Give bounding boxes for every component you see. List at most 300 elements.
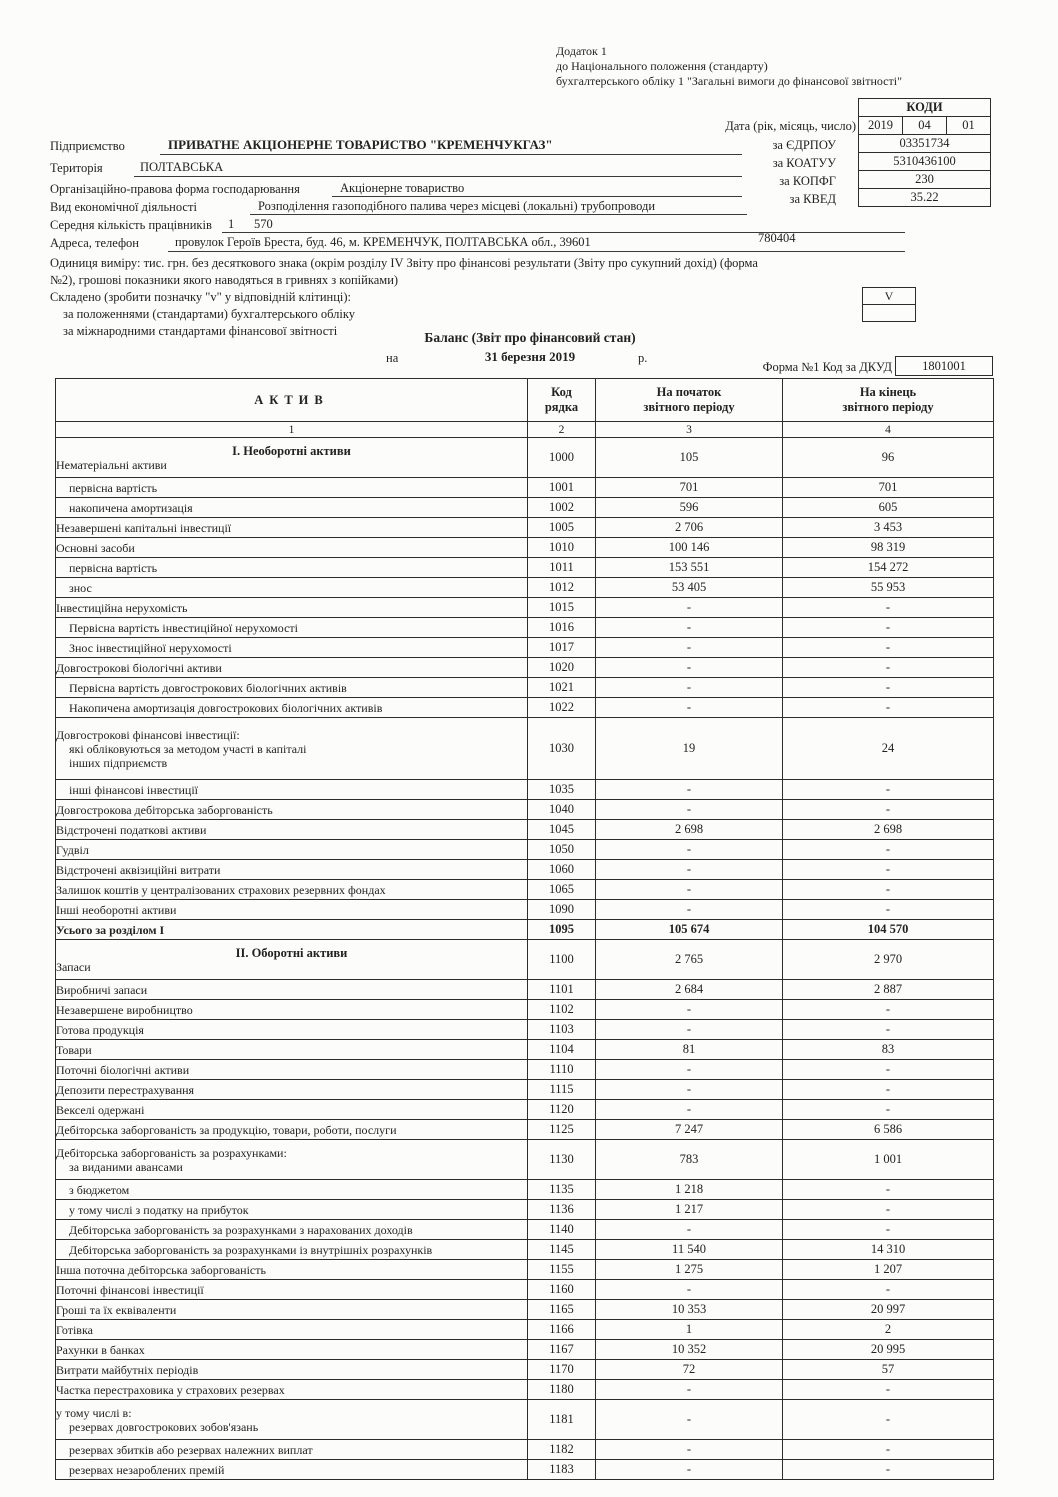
row-code-cell: 1020 [528,658,596,678]
row-label: Гудвіл [56,842,89,857]
codes-row [859,153,991,171]
header-asset: АКТИВ [56,379,528,422]
table-row [56,1060,994,1080]
row-value-end-cell: 605 [783,498,994,518]
row-label: знос [69,580,92,595]
table-row [56,1360,994,1380]
table-row [56,880,994,900]
row-label: Дебіторська заборгованість за розрахунками із внутрішніх розрахунків [69,1242,433,1257]
row-value-begin-cell: - [596,1380,783,1400]
table-row [56,1440,994,1460]
row-label: Залишок коштів у централізованих страхових резервних фондах [56,882,386,897]
row-label: накопичена амортизація [69,500,193,515]
compiled-option-ifrs: за міжнародними стандартами фінансової звітності [63,324,338,338]
row-value-begin-cell: - [596,1080,783,1100]
row-label: Незавершене виробництво [56,1002,193,1017]
row-code-cell: 1030 [528,718,596,780]
row-code-cell: 1160 [528,1280,596,1300]
row-value-begin-cell: 10 353 [596,1300,783,1320]
table-row [56,1040,994,1060]
row-value-end-cell: - [783,678,994,698]
table-row [56,1340,994,1360]
row-value-begin-cell: 783 [596,1140,783,1180]
balance-table [55,378,994,1480]
row-value-end-cell: 24 [783,718,994,780]
row-label-cell [56,718,528,780]
row-label-cell [56,1140,528,1180]
row-code-cell: 1002 [528,498,596,518]
appendix-line: бухгалтерського обліку 1 "Загальні вимоги до фінансової звітності" [556,74,902,88]
codes-date-row [859,117,991,135]
form-code-label: Форма №1 Код за ДКУД [762,360,892,374]
row-value-begin-cell: - [596,800,783,820]
row-label-cell [56,800,528,820]
row-value-end-cell: 2 887 [783,980,994,1000]
row-label: Депозити перестрахування [56,1082,195,1097]
row-label: Поточні біологічні активи [56,1062,190,1077]
row-code-cell: 1012 [528,578,596,598]
field-underline [222,232,905,233]
row-value-end-cell: 20 995 [783,1340,994,1360]
header-begin-line: звітного періоду [643,400,735,414]
row-label: Відстрочені аквізиційні витрати [56,862,221,877]
row-label-cell [56,598,528,618]
row-label: Поточні фінансові інвестиції [56,1282,204,1297]
row-label-cell [56,1380,528,1400]
row-label: Нематеріальні активи [56,457,167,472]
header-begin [596,379,783,422]
row-value-begin-cell: 153 551 [596,558,783,578]
kved-value: 35.22 [859,189,991,207]
row-value-end-cell: 2 [783,1320,994,1340]
row-code-cell: 1180 [528,1380,596,1400]
row-label-cell [56,1040,528,1060]
row-value-end-cell: - [783,1400,994,1440]
table-row [56,718,994,780]
row-code-cell: 1011 [528,558,596,578]
table-row [56,820,994,840]
codes-row [859,189,991,207]
row-value-end-cell: 14 310 [783,1240,994,1260]
row-code-cell: 1001 [528,478,596,498]
row-label: Довгострокові біологічні активи [56,660,222,675]
compiled-option-psbo: за положеннями (стандартами) бухгалтерського обліку [63,307,355,321]
unit-note-line2: №2), грошові показники якого наводяться в гривнях з копійками) [50,273,399,287]
table-row [56,1220,994,1240]
row-label: інші фінансові інвестиції [69,782,198,797]
row-value-end-cell: - [783,900,994,920]
koatuu-value: 5310436100 [859,153,991,171]
row-value-end-cell: - [783,1100,994,1120]
row-value-begin-cell: 2 698 [596,820,783,840]
compiled-intro: Складено (зробити позначку "v" у відповідній клітинці): [50,290,352,304]
codes-row [859,135,991,153]
table-row [56,1460,994,1480]
enterprise-label: Підприємство [50,139,125,153]
row-label-cell [56,1320,528,1340]
table-row [56,1140,994,1180]
row-code-cell: 1130 [528,1140,596,1180]
row-value-begin-cell: 2 765 [596,940,783,980]
row-code-cell: 1005 [528,518,596,538]
row-code-cell: 1182 [528,1440,596,1460]
report-date: 31 березня 2019 [484,349,576,364]
appendix-line: Додаток 1 [556,44,607,58]
row-label: Знос інвестиційної нерухомості [69,640,232,655]
appendix-line: до Національного положення (стандарту) [556,59,768,73]
row-label-cell [56,1180,528,1200]
row-code-cell: 1017 [528,638,596,658]
row-value-begin-cell: - [596,678,783,698]
row-code-cell: 1000 [528,438,596,478]
row-label-cell [56,1440,528,1460]
checkbox-row [863,305,916,322]
date-month: 04 [903,117,947,135]
row-label-cell [56,478,528,498]
row-label: Частка перестраховика у страхових резервах [56,1382,285,1397]
row-value-begin-cell: - [596,900,783,920]
row-label-cell [56,980,528,1000]
row-code-cell: 1140 [528,1220,596,1240]
row-value-begin-cell: 53 405 [596,578,783,598]
table-row [56,678,994,698]
row-value-begin-cell: 1 217 [596,1200,783,1220]
row-label-cell [56,1340,528,1360]
row-value-begin-cell: - [596,780,783,800]
header-end [783,379,994,422]
row-value-begin-cell: - [596,1000,783,1020]
row-value-begin-cell: 1 218 [596,1180,783,1200]
row-value-begin-cell: - [596,860,783,880]
row-value-begin-cell: - [596,1460,783,1480]
row-code-cell: 1145 [528,1240,596,1260]
row-value-begin-cell: - [596,658,783,678]
row-code-cell: 1170 [528,1360,596,1380]
territory-value: ПОЛТАВСЬКА [140,160,224,174]
row-value-begin-cell: - [596,1280,783,1300]
table-row [56,980,994,1000]
row-code-cell: 1095 [528,920,596,940]
table-row [56,1080,994,1100]
row-value-begin-cell: - [596,1020,783,1040]
row-label: первісна вартість [69,480,158,495]
row-label: Незавершені капітальні інвестиції [56,520,232,535]
row-value-end-cell: 1 001 [783,1140,994,1180]
row-label: Готова продукція [56,1022,144,1037]
row-code-cell: 1155 [528,1260,596,1280]
row-code-cell: 1050 [528,840,596,860]
row-value-begin-cell: 701 [596,478,783,498]
row-code-cell: 1045 [528,820,596,840]
row-code-cell: 1110 [528,1060,596,1080]
row-label-cell [56,840,528,860]
org-form-value: Акціонерне товариство [340,181,465,195]
psbo-checkbox: V [863,288,916,305]
unit-note-line1: Одиниця виміру: тис. грн. без десяткового знака (окрім розділу IV Звіту про фінансові результати (Звіту про сукупний дохід) (форма [50,256,758,270]
row-label-cell [56,1080,528,1100]
row-label-cell [56,1460,528,1480]
row-code-cell: 1115 [528,1080,596,1100]
table-row [56,498,994,518]
row-value-end-cell: - [783,1060,994,1080]
row-value-end-cell: 55 953 [783,578,994,598]
row-value-end-cell: 701 [783,478,994,498]
address-value: провулок Героїв Бреста, буд. 46, м. КРЕМЕНЧУК, ПОЛТАВСЬКА обл., 39601 [175,235,591,249]
row-code-cell: 1181 [528,1400,596,1440]
row-value-end-cell: 2 970 [783,940,994,980]
row-value-end-cell: - [783,658,994,678]
row-label-cell [56,780,528,800]
territory-label: Територія [50,161,103,175]
edrpou-label: за ЄДРПОУ [772,138,836,152]
row-label-cell [56,1200,528,1220]
org-form-label: Організаційно-правова форма господарювання [50,182,300,196]
date-label: Дата (рік, місяць, число) [725,119,856,133]
row-label-cell [56,698,528,718]
row-label-cell [56,1300,528,1320]
row-label: Дебіторська заборгованість за розрахунками з нарахованих доходів [69,1222,413,1237]
table-row [56,538,994,558]
row-value-end-cell: - [783,698,994,718]
row-label: Інша поточна дебіторська заборгованість [56,1262,266,1277]
row-label-cell [56,518,528,538]
row-label: інших підприємств [69,755,168,770]
date-day: 01 [947,117,991,135]
row-code-cell: 1065 [528,880,596,900]
row-code-cell: 1135 [528,1180,596,1200]
table-row [56,638,994,658]
row-value-end-cell: - [783,1000,994,1020]
row-label-cell [56,638,528,658]
row-value-end-cell: 57 [783,1360,994,1380]
row-value-end-cell: - [783,780,994,800]
title-r: р. [638,351,648,365]
row-code-cell: 1016 [528,618,596,638]
row-value-begin-cell: - [596,1100,783,1120]
row-value-end-cell: - [783,860,994,880]
row-value-end-cell: 20 997 [783,1300,994,1320]
row-value-end-cell: - [783,1080,994,1100]
row-label: Товари [56,1042,92,1057]
row-label-cell [56,880,528,900]
table-header-row [56,379,994,422]
row-value-begin-cell: 596 [596,498,783,518]
row-value-end-cell: 83 [783,1040,994,1060]
col-num-3: 3 [596,422,783,438]
row-label-cell [56,1280,528,1300]
row-label-cell [56,820,528,840]
row-value-begin-cell: 19 [596,718,783,780]
row-value-begin-cell: 11 540 [596,1240,783,1260]
row-code-cell: 1022 [528,698,596,718]
col-num-2: 2 [528,422,596,438]
header-code-line: Код [551,385,572,399]
row-code-cell: 1010 [528,538,596,558]
row-value-end-cell: 3 453 [783,518,994,538]
row-label-cell [56,860,528,880]
row-value-begin-cell: 2 684 [596,980,783,1000]
row-value-begin-cell: 105 [596,438,783,478]
row-label-cell [56,618,528,638]
employees-label: Середня кількість працівників [50,218,212,232]
row-label-cell [56,1240,528,1260]
row-code-cell: 1120 [528,1100,596,1120]
row-label: Інвестиційна нерухомість [56,600,188,615]
form-code-value: 1801001 [895,356,993,376]
row-label: Первісна вартість інвестиційної нерухомості [69,620,298,635]
enterprise-value: ПРИВАТНЕ АКЦІОНЕРНЕ ТОВАРИСТВО "КРЕМЕНЧУКГАЗ" [168,137,553,152]
row-value-end-cell: 1 207 [783,1260,994,1280]
row-value-end-cell: - [783,1440,994,1460]
row-label: Витрати майбутніх періодів [56,1362,199,1377]
row-value-end-cell: 104 570 [783,920,994,940]
employees-value-1: 1 [228,217,235,231]
table-row [56,940,994,980]
table-row [56,598,994,618]
table-row [56,920,994,940]
row-value-end-cell: 6 586 [783,1120,994,1140]
field-underline [332,196,742,197]
row-label-cell [56,940,528,980]
row-code-cell: 1015 [528,598,596,618]
row-label-cell [56,1020,528,1040]
row-value-end-cell: - [783,1460,994,1480]
column-number-row [56,422,994,438]
row-value-begin-cell: 1 275 [596,1260,783,1280]
compiled-checkboxes [862,287,916,322]
row-value-end-cell: 2 698 [783,820,994,840]
row-label-cell [56,538,528,558]
row-label: які обліковуються за методом участі в капіталі [69,741,307,756]
row-code-cell: 1103 [528,1020,596,1040]
row-value-end-cell: - [783,618,994,638]
kved-label: за КВЕД [789,192,836,206]
header-begin-line: На початок [656,385,722,399]
row-value-begin-cell: 81 [596,1040,783,1060]
field-underline [250,214,747,215]
row-value-end-cell: 154 272 [783,558,994,578]
row-label-cell [56,498,528,518]
table-row [56,1400,994,1440]
table-row [56,800,994,820]
row-value-begin-cell: - [596,1060,783,1080]
codes-box [858,98,991,207]
row-code-cell: 1165 [528,1300,596,1320]
col-num-4: 4 [783,422,994,438]
row-value-begin-cell: - [596,1220,783,1240]
table-row [56,618,994,638]
row-code-cell: 1104 [528,1040,596,1060]
table-row [56,860,994,880]
table-row [56,1100,994,1120]
table-row [56,1000,994,1020]
table-row [56,518,994,538]
row-code-cell: 1183 [528,1460,596,1480]
row-label-cell [56,678,528,698]
table-row [56,780,994,800]
row-label-cell [56,1120,528,1140]
row-code-cell: 1100 [528,940,596,980]
row-label: резервах незароблених премій [69,1462,225,1477]
table-row [56,1120,994,1140]
row-label: Готівка [56,1322,93,1337]
activity-value: Розподілення газоподібного палива через місцеві (локальні) трубопроводи [258,199,656,213]
row-value-begin-cell: - [596,638,783,658]
row-label-cell [56,658,528,678]
col-num-1: 1 [56,422,528,438]
row-label: у тому числі в: [56,1405,132,1420]
row-value-begin-cell: - [596,618,783,638]
row-value-end-cell: - [783,880,994,900]
row-code-cell: 1167 [528,1340,596,1360]
codes-title-row [859,99,991,117]
table-row [56,1320,994,1340]
row-value-begin-cell: - [596,880,783,900]
address-label: Адреса, телефон [50,236,139,250]
date-year: 2019 [859,117,903,135]
header-end-line: звітного періоду [842,400,934,414]
field-underline [168,251,905,252]
row-label: Виробничі запаси [56,982,148,997]
table-row [56,1280,994,1300]
table-row [56,1260,994,1280]
row-label-cell [56,1000,528,1020]
row-value-begin-cell: - [596,598,783,618]
row-code-cell: 1060 [528,860,596,880]
row-label: Накопичена амортизація довгострокових біологічних активів [69,700,383,715]
row-label: Гроші та їх еквіваленти [56,1302,177,1317]
row-label-cell [56,1100,528,1120]
row-value-begin-cell: 105 674 [596,920,783,940]
title-on: на [386,351,399,365]
checkbox-row [863,288,916,305]
row-value-begin-cell: 7 247 [596,1120,783,1140]
table-row [56,478,994,498]
row-label: первісна вартість [69,560,158,575]
row-label: Інші необоротні активи [56,902,177,917]
row-label: Усього за розділом І [56,922,165,937]
row-label-cell [56,1060,528,1080]
row-label: за виданими авансами [69,1159,183,1174]
row-label: резервах довгострокових зобов'язань [69,1419,259,1434]
ifrs-checkbox [863,305,916,322]
koatuu-label: за КОАТУУ [772,156,836,170]
section-title: ІІ. Оборотні активи [235,945,348,960]
phone-value: 780404 [758,231,796,245]
row-value-begin-cell: - [596,1440,783,1460]
table-row [56,658,994,678]
row-label: Відстрочені податкові активи [56,822,207,837]
balance-table-body [56,438,994,1480]
row-code-cell: 1166 [528,1320,596,1340]
table-row [56,698,994,718]
table-row [56,1180,994,1200]
table-row [56,1020,994,1040]
row-value-end-cell: - [783,638,994,658]
row-label: Основні засоби [56,540,135,555]
row-label-cell [56,1260,528,1280]
row-code-cell: 1125 [528,1120,596,1140]
row-value-end-cell: - [783,1280,994,1300]
row-value-end-cell: - [783,1380,994,1400]
row-value-end-cell: - [783,1020,994,1040]
row-label-cell [56,578,528,598]
row-label: Запаси [56,959,91,974]
codes-title: КОДИ [859,99,991,117]
activity-label: Вид економічної діяльності [50,200,197,214]
row-value-end-cell: - [783,800,994,820]
row-value-begin-cell: - [596,1400,783,1440]
